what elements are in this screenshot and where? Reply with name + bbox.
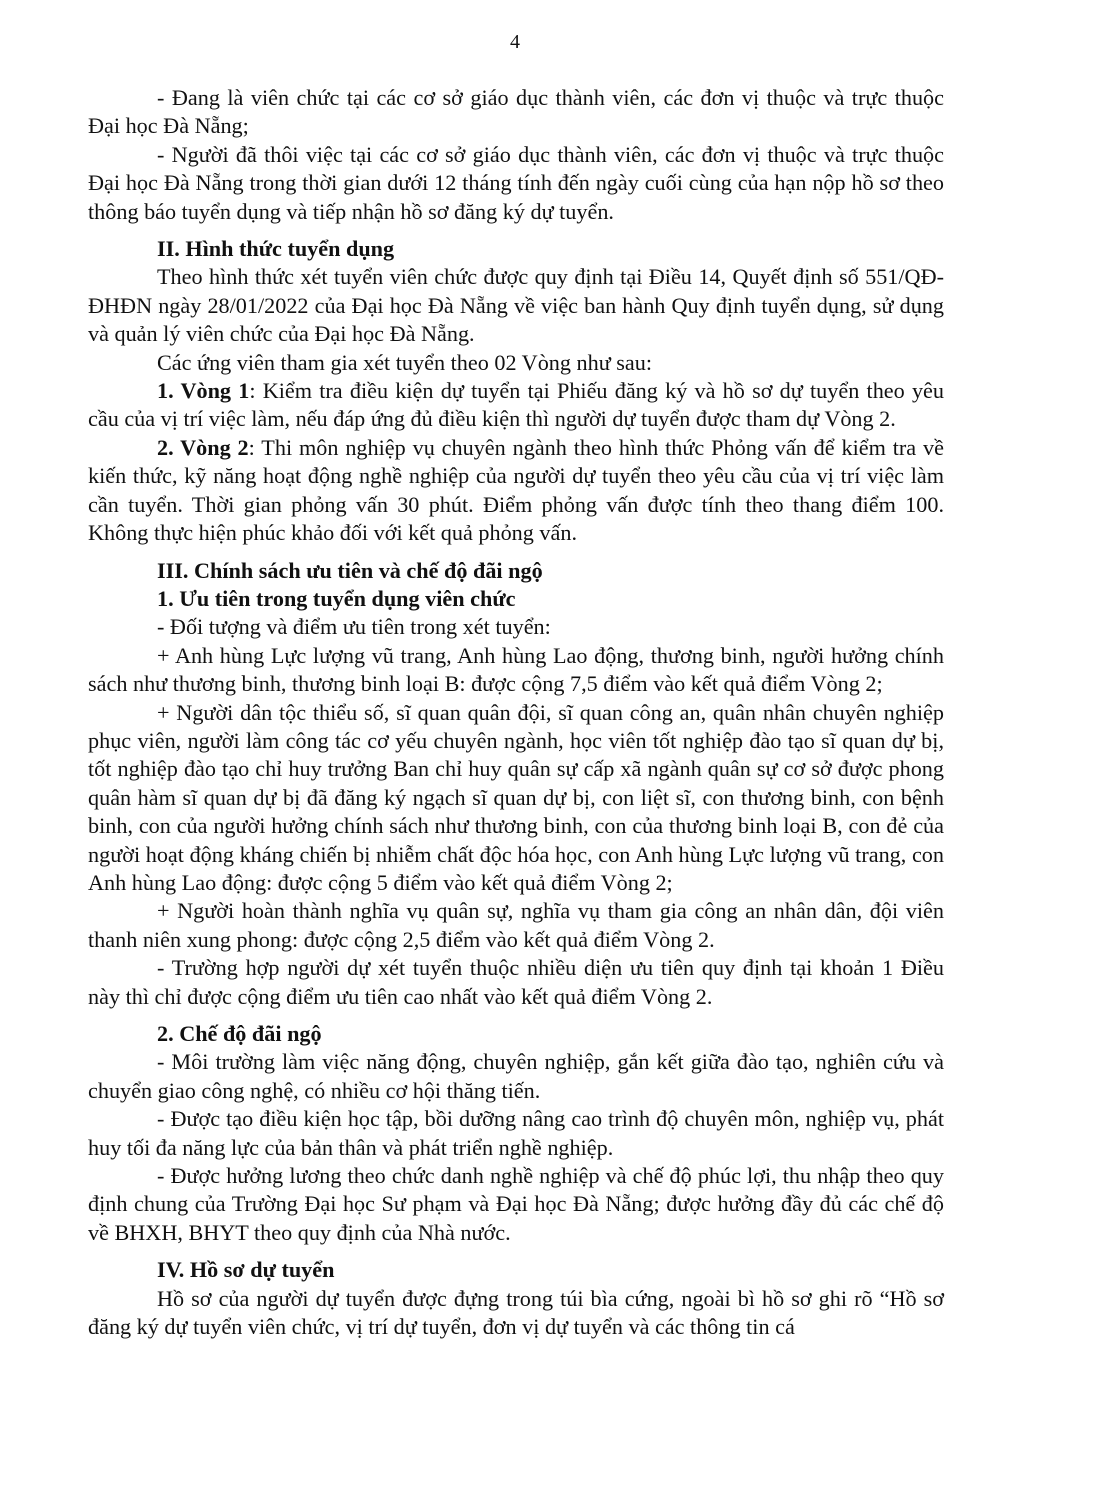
- priority-item-military-service: + Người hoàn thành nghĩa vụ quân sự, nghĩa vụ tham gia công an nhân dân, đội viên thanh niên xung phong: được cộng 2,5 điểm vào kết quả điểm Vòng 2.: [88, 898, 944, 952]
- bullet-current-staff: - Đang là viên chức tại các cơ sở giáo dục thành viên, các đơn vị thuộc và trực thuộc Đại học Đà Nẵng;: [88, 85, 944, 139]
- benefit-item-salary: - Được hưởng lương theo chức danh nghề nghiệp và chế độ phúc lợi, thu nhập theo quy định chung của Trường Đại học Sư phạm và Đại học Đà Nẵng; được hưởng đầy đủ các chế độ về BHXH, BHYT theo quy định của Nhà nước.: [88, 1163, 944, 1245]
- benefit-item-environment: - Môi trường làm việc năng động, chuyên nghiệp, gắn kết giữa đào tạo, nghiên cứu và chuyển giao công nghệ, có nhiều cơ hội thăng tiến.: [88, 1049, 944, 1103]
- section-3-sub-1-heading: 1. Ưu tiên trong tuyển dụng viên chức: [157, 585, 516, 611]
- round-2-paragraph: [88, 434, 944, 548]
- priority-item-heroes: + Anh hùng Lực lượng vũ trang, Anh hùng Lao động, thương binh, người hưởng chính sách như thương binh, thương binh loại B: được cộng 7,5 điểm vào kết quả điểm Vòng 2;: [88, 642, 944, 697]
- benefit-item-training: - Được tạo điều kiện học tập, bồi dưỡng nâng cao trình độ chuyên môn, nghiệp vụ, phát huy tối đa năng lực của bản thân và phát triển nghề nghiệp.: [88, 1106, 944, 1160]
- round-2-text: : Thi môn nghiệp vụ chuyên ngành theo hình thức Phỏng vấn để kiểm tra về kiến thức, kỹ năng hoạt động nghề nghiệp của người dự tuyển theo yêu cầu của vị trí việc làm cần tuyển. Thời gian phỏng vấn 30 phút. Điểm phỏng vấn được tính theo thang điểm 100. Không thực hiện phúc khảo đối với kết quả phỏng vấn.: [88, 434, 944, 546]
- priority-item-multiple: - Trường hợp người dự xét tuyển thuộc nhiều diện ưu tiên quy định tại khoản 1 Điều này thì chỉ được cộng điểm ưu tiên cao nhất vào kết quả điểm Vòng 2.: [88, 955, 944, 1009]
- priority-intro: - Đối tượng và điểm ưu tiên trong xét tuyển:: [157, 614, 551, 640]
- section-4-para-1: Hồ sơ của người dự tuyển được đựng trong túi bìa cứng, ngoài bì hồ sơ ghi rõ “Hồ sơ đăng ký dự tuyển viên chức, vị trí dự tuyển, đơn vị dự tuyển và các thông tin cá: [88, 1285, 944, 1340]
- round-2-label: 2. Vòng 2: [157, 434, 249, 460]
- round-1-text: : Kiểm tra điều kiện dự tuyển tại Phiếu đăng ký và hồ sơ dự tuyển theo yêu cầu của vị trí việc làm, nếu đáp ứng đủ điều kiện thì người dự tuyển được tham dự Vòng 2.: [88, 378, 944, 432]
- page-number: 4: [510, 31, 520, 53]
- section-3-heading: III. Chính sách ưu tiên và chế độ đãi ngộ: [157, 557, 543, 583]
- priority-item-minorities: + Người dân tộc thiểu số, sĩ quan quân đội, sĩ quan công an, quân nhân chuyên nghiệp phục viên, người làm công tác cơ yếu chuyên ngành, học viên tốt nghiệp đào tạo sĩ quan dự bị, tốt nghiệp đào tạo chỉ huy trưởng Ban chỉ huy quân sự cấp xã ngành quân sự cơ sở được phong quân hàm sĩ quan dự bị đã đăng ký ngạch sĩ quan dự bị, con liệt sĩ, con thương binh, con bệnh binh, con của người hưởng chính sách như thương binh, con của thương binh loại B, con đẻ của người hoạt động kháng chiến bị nhiễm chất độc hóa học, con Anh hùng Lực lượng vũ trang, con Anh hùng Lao động: được cộng 5 điểm vào kết quả điểm Vòng 2;: [88, 699, 944, 895]
- section-4-heading: IV. Hồ sơ dự tuyển: [157, 1257, 335, 1283]
- section-2-para-2: Các ứng viên tham gia xét tuyển theo 02 Vòng như sau:: [157, 349, 653, 375]
- section-3-sub-2-heading: 2. Chế độ đãi ngộ: [157, 1021, 322, 1046]
- section-2-heading: II. Hình thức tuyển dụng: [157, 236, 395, 262]
- document-body: [88, 84, 944, 1341]
- round-1-label: 1. Vòng 1: [157, 378, 250, 404]
- bullet-former-staff: - Người đã thôi việc tại các cơ sở giáo dục thành viên, các đơn vị thuộc và trực thuộc Đại học Đà Nẵng trong thời gian dưới 12 tháng tính đến ngày cuối cùng của hạn nộp hồ sơ theo thông báo tuyển dụng và tiếp nhận hồ sơ đăng ký dự tuyển.: [88, 141, 944, 224]
- section-2-para-1: Theo hình thức xét tuyển viên chức được quy định tại Điều 14, Quyết định số 551/QĐ-ĐHĐN ngày 28/01/2022 của Đại học Đà Nẵng về việc ban hành Quy định tuyển dụng, sử dụng và quản lý viên chức của Đại học Đà Nẵng.: [88, 264, 944, 347]
- round-1-paragraph: [88, 377, 944, 434]
